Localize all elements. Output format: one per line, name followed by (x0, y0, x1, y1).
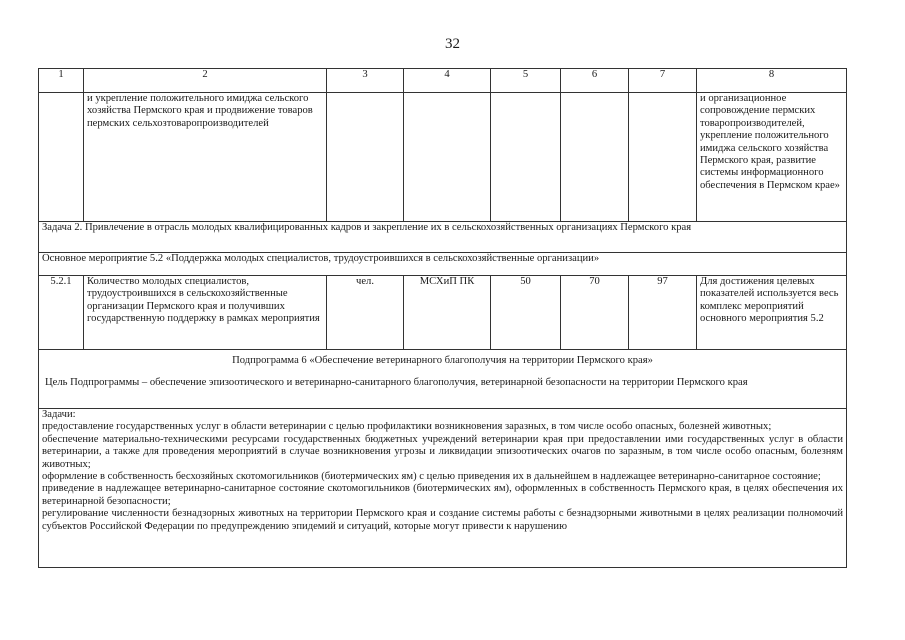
empty-cell (327, 93, 404, 222)
header-cell: 2 (84, 69, 327, 93)
header-cell: 5 (491, 69, 561, 93)
empty-cell (39, 93, 84, 222)
indicator-unit: чел. (327, 276, 404, 350)
empty-cell (629, 93, 697, 222)
subprogram-goal: Цель Подпрограммы – обеспечение эпизоотического и ветеринарно-санитарного благополучия, ветеринарной безопасности на территории Пермского края (45, 377, 748, 389)
page-number: 32 (445, 36, 460, 52)
subprogram-title: Подпрограмма 6 «Обеспечение ветеринарного благополучия на территории Пермского края» (232, 355, 653, 366)
indicator-note: Для достижения целевых показателей используется весь комплекс мероприятий основного мероприятия 5.2 (697, 276, 847, 350)
header-cell: 7 (629, 69, 697, 93)
header-cell: 1 (39, 69, 84, 93)
indicator-row (39, 276, 847, 350)
task-item: оформление в собственность бесхозяйных скотомогильников (биотермических ям) с целью приведения их в дальнейшем в надлежащее ветеринарно-санитарное состояние; (42, 471, 821, 483)
continuation-col2: и укрепление положительного имиджа сельского хозяйства Пермского края и продвижение товаров пермских сельхозтоваропроизводителей (84, 93, 327, 222)
indicator-name: Количество молодых специалистов, трудоустроившихся в сельскохозяйственные организации Пермского края и получивших государственную поддержку в рамках мероприятия (84, 276, 327, 350)
indicators-table (38, 68, 847, 568)
tasks-heading: Задачи: (42, 409, 76, 420)
indicator-value-5: 50 (491, 276, 561, 350)
header-cell: 8 (697, 69, 847, 93)
indicator-code: 5.2.1 (39, 276, 84, 350)
empty-cell (561, 93, 629, 222)
indicator-executor: МСХиП ПК (404, 276, 491, 350)
tasks-cell (39, 409, 847, 568)
header-cell: 6 (561, 69, 629, 93)
indicator-value-6: 70 (561, 276, 629, 350)
header-cell: 3 (327, 69, 404, 93)
task-item: обеспечение материально-техническими ресурсами государственных бюджетных учреждений ветеринарии края при предоставлении ими государственных услуг в области ветеринарии, а также для проведения мероприятий в случае возникновения угрозы и ликвидации эпизоотических очагов по заразным, в том числе особо опасным, болезням животных; (42, 433, 843, 470)
continuation-row (39, 93, 847, 222)
tasks-list (42, 409, 843, 567)
task-item: регулирование численности безнадзорных животных на территории Пермского края и создание системы работы с безнадзорными животными в целях реализации полномочий субъектов Российской Федерации по предупреждению эпидемий и ситуаций, которые могут привести к нарушению (42, 508, 843, 532)
subprogram-row (39, 350, 847, 409)
empty-cell (404, 93, 491, 222)
header-row (39, 69, 847, 93)
task2-row (39, 222, 847, 253)
measure-text: Основное мероприятие 5.2 «Поддержка молодых специалистов, трудоустроившихся в сельскохозяйственные организации» (39, 253, 847, 276)
task-item: приведение в надлежащее ветеринарно-санитарное состояние скотомогильников (биотермических ям), оформленных в собственность Пермского края, в целях обеспечения их ветеринарной безопасности; (42, 483, 843, 507)
task2-text: Задача 2. Привлечение в отрасль молодых квалифицированных кадров и закрепление их в сельскохозяйственных организациях Пермского края (39, 222, 847, 253)
task-item: предоставление государственных услуг в области ветеринарии с целью профилактики возникновения заразных, в том числе особо опасных, болезней животных; (42, 421, 772, 433)
tasks-row (39, 409, 847, 568)
indicator-value-7: 97 (629, 276, 697, 350)
empty-cell (491, 93, 561, 222)
subprogram-cell (39, 350, 847, 409)
header-cell: 4 (404, 69, 491, 93)
measure-row (39, 253, 847, 276)
continuation-col8: и организационное сопровождение пермских товаропроизводителей, укрепление положительного имиджа сельского хозяйства Пермского края, развитие системы информационного обеспечения в Пермском крае» (697, 93, 847, 222)
